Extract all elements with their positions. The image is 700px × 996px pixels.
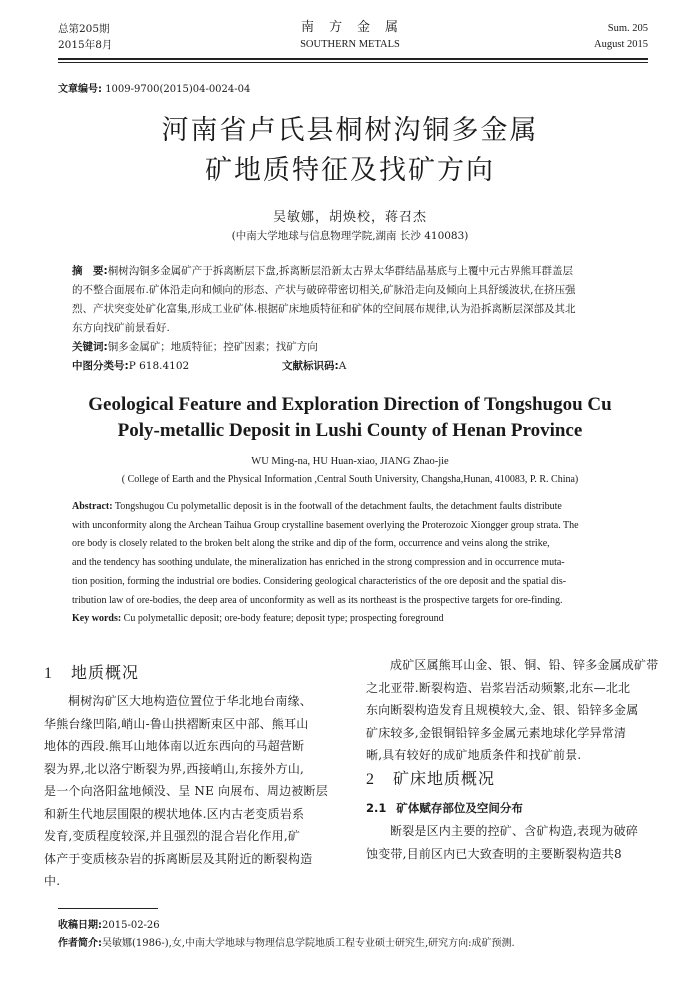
abstract-cn-line: 东方向找矿前景看好. <box>72 322 170 334</box>
footnote-author-bio <box>58 936 515 952</box>
clc-value: P 618.4102 <box>128 360 190 372</box>
abstract-cn <box>72 262 650 376</box>
body-line: 和新生代地层围限的楔状地体.区内古老变质岩系 <box>44 806 305 821</box>
affiliation-cn: (中南大学地球与信息物理学院,湖南 长沙 410083) <box>231 230 469 242</box>
abstract-en-line: tion position, forming the industrial ore bodies. Considering geological characteristics of the ore deposit and the spatial dis- <box>72 575 567 587</box>
body-line: 发育,变质程度较深,并且强烈的混合岩化作用,矿 <box>44 829 301 843</box>
section-2-number: 2 <box>366 771 375 788</box>
section-2-heading <box>366 766 495 789</box>
section-2-1-number: 2.1 <box>366 801 387 815</box>
keywords-en-value: Cu polymetallic deposit; ore-body feature; deposit type; prospecting foreground <box>123 613 444 625</box>
right-column-body <box>366 654 666 767</box>
body-line: 蚀变带,目前区内已大致查明的主要断裂构造共8 <box>366 846 622 861</box>
article-number <box>58 80 250 95</box>
section-1-number: 1 <box>44 665 53 682</box>
header-journal-en: SOUTHERN METALS <box>300 39 400 50</box>
body-line: 东向断裂构造发育且规模较大,金、银、铅锌多金属 <box>366 703 639 717</box>
section-1-body <box>44 690 344 893</box>
section-2-1-title: 矿体赋存部位及空间分布 <box>396 801 523 815</box>
header-journal-cn: 南 方 金 属 <box>300 20 399 35</box>
header-issue-cn: 总第205期 <box>58 23 110 35</box>
section-1-heading <box>44 660 139 683</box>
abstract-en-line: tribution law of ore-bodies, the deep area of unconformity as well as its northeast is the prospective targets for ore-finding. <box>72 594 563 606</box>
footnote-rule <box>58 908 158 909</box>
doc-code-label: 文献标识码: <box>282 360 339 372</box>
header-date-en: August 2015 <box>594 39 648 50</box>
keywords-en-label: Key words: <box>72 613 122 625</box>
body-line: 晰,具有较好的成矿地质条件和找矿前景. <box>366 748 582 762</box>
body-line: 断裂是区内主要的控矿、含矿构造,表现为破碎 <box>390 824 639 838</box>
body-line: 矿床较多,金银铜铅锌多金属元素地球化学异常清 <box>366 725 627 740</box>
body-line: 桐树沟矿区大地构造位置位于华北地台南缘、 <box>68 694 313 708</box>
title-cn-line2: 矿地质特征及找矿方向 <box>205 155 495 186</box>
received-label: 收稿日期: <box>58 920 102 931</box>
abstract-cn-line: 的不整合面展布.矿体沿走向和倾向的形态、产状与破碎带密切相关,矿脉沿走向及倾向上具舒缓波状,在挤压强 <box>72 284 576 296</box>
body-line: 中. <box>44 874 61 888</box>
abstract-cn-line: 桐树沟铜多金属矿产于拆离断层下盘,拆离断层沿新太古界太华群结晶基底与上覆中元古界熊耳群盖层 <box>107 265 574 277</box>
body-line: 是一个向洛阳盆地倾没、呈 NE 向展布、周边被断层 <box>44 784 328 798</box>
section-1-title: 地质概况 <box>71 663 140 682</box>
abstract-cn-line: 烈、产状突变处矿化富集,形成工业矿体.根据矿床地质特征和矿体的空间展布规律,认为沿拆离断层深部及其北 <box>72 303 576 315</box>
footnote-received <box>58 918 160 934</box>
abstract-en-line: with unconformity along the Archean Taihua Group crystalline basement overlying the Proterozoic Xiongger group strata. The <box>72 519 579 531</box>
abstract-en <box>72 498 650 629</box>
header-rule-thin <box>58 62 648 63</box>
title-en-line1: Geological Feature and Exploration Direction of Tongshugou Cu <box>88 394 612 415</box>
abstract-en-line: and the tendency has soothing undulate, the mineralization has enriched in the strong compression and in occurrence muta- <box>72 557 565 569</box>
body-line: 地体的西段.熊耳山地体南以近东西向的马超营断 <box>44 739 305 753</box>
keywords-cn-label: 关键词: <box>72 341 108 353</box>
bio-value: 吴敏娜(1986-),女,中南大学地球与物理信息学院地质工程专业硕士研究生,研究方向:成矿预测. <box>102 938 515 949</box>
article-number-value: 1009-9700(2015)04-0024-04 <box>105 84 251 95</box>
title-cn-line1: 河南省卢氏县桐树沟铜多金属 <box>161 115 539 146</box>
header-rule <box>58 58 648 60</box>
section-2-1-heading <box>366 800 523 816</box>
section-2-title: 矿床地质概况 <box>393 769 496 788</box>
body-line: 体产于变质核杂岩的拆离断层及其附近的断裂构造 <box>44 851 313 866</box>
clc-label: 中图分类号: <box>72 360 129 372</box>
header-date-cn: 2015年8月 <box>58 39 113 51</box>
section-2-1-body <box>366 820 666 865</box>
affiliation-en: ( College of Earth and the Physical Information ,Central South University, Changsha,Hunan, 410083, P. R. China) <box>121 474 579 485</box>
title-en-line2: Poly-metallic Deposit in Lushi County of Henan Province <box>117 420 583 441</box>
bio-label: 作者简介: <box>58 938 102 949</box>
authors-en: WU Ming-na, HU Huan-xiao, JIANG Zhao-jie <box>251 456 449 467</box>
received-value: 2015-02-26 <box>102 920 160 931</box>
abstract-en-line: ore body is closely related to the broken belt along the strike and dip of the form, occurrence and veins along the strike, <box>72 538 550 550</box>
authors-cn: 吴敏娜，胡焕校，蒋召杰 <box>272 210 427 225</box>
doc-code-value: A <box>338 360 347 372</box>
abstract-en-label: Abstract: <box>72 501 113 512</box>
header-issue-en: Sum. 205 <box>607 23 648 34</box>
abstract-cn-label: 摘 要: <box>72 265 108 277</box>
article-number-label: 文章编号: <box>58 84 102 95</box>
abstract-en-line: Tongshugou Cu polymetallic deposit is in the footwall of the detachment faults, the detachment faults distribute <box>114 501 562 512</box>
body-line: 华熊台缘凹陷,峭山-鲁山拱褶断束区中部、熊耳山 <box>44 716 309 731</box>
body-line: 之北亚带.断裂构造、岩浆岩活动频繁,北东—北北 <box>366 680 631 695</box>
keywords-cn-value: 铜多金属矿；地质特征；控矿因素；找矿方向 <box>107 341 318 353</box>
body-line: 成矿区属熊耳山金、银、铜、铅、锌多金属成矿带 <box>390 658 659 672</box>
body-line: 裂为界,北以洛宁断裂为界,西接峭山,东接外方山, <box>44 761 305 776</box>
